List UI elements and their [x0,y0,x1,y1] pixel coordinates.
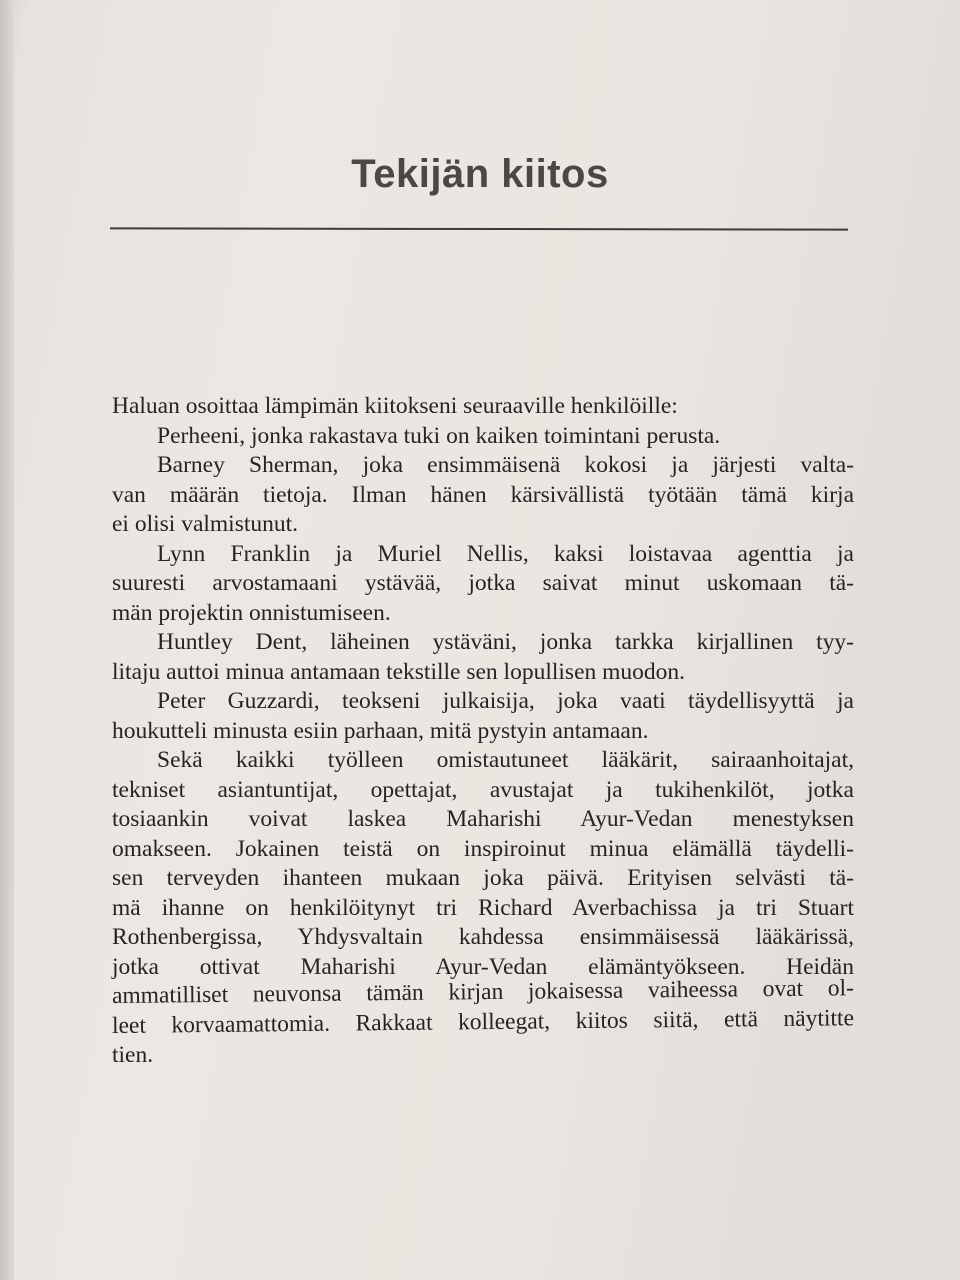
acknowledgements-text [112,392,854,1071]
text-line: Peter Guzzardi, teokseni julkaisija, joka vaati täydellisyyttä ja [157,688,854,714]
text-line: Haluan osoittaa lämpimän kiitokseni seuraaville henkilöille: [112,393,678,419]
text-line: mä ihanne on henkilöitynyt tri Richard Averbachissa ja tri Stuart [112,894,854,921]
text-line: Rothenbergissa, Yhdysvaltain kahdessa ensimmäisessä lääkärissä, [112,924,854,950]
title-rule [110,227,848,230]
text-line: tekniset asiantuntijat, opettajat, avustajat ja tukihenkilöt, jotka [112,776,854,803]
text-line: ammatilliset neuvonsa tämän kirjan jokaisessa vaiheessa ovat ol- [111,975,855,1009]
text-line: tosiaankin voivat laskea Maharishi Ayur-Vedan menestyksen [112,806,854,832]
text-line: sen terveyden ihanteen mukaan joka päivä. Erityisen selvästi tä- [112,865,854,891]
text-line: litaju auttoi minua antamaan tekstille sen lopullisen muodon. [112,658,686,685]
text-line: houkutteli minusta esiin parhaan, mitä pystyin antamaan. [112,717,649,744]
text-line: suuresti arvostamaani ystävää, jotka saivat minut uskomaan tä- [112,570,854,596]
text-line: jotka ottivat Maharishi Ayur-Vedan elämäntyökseen. Heidän [112,953,854,980]
text-line: Huntley Dent, läheinen ystäväni, jonka tarkka kirjallinen tyy- [157,629,854,655]
page-title: Tekijän kiitos [351,152,609,196]
text-line: Sekä kaikki työlleen omistautuneet lääkärit, sairaanhoitajat, [157,747,854,773]
text-line: Lynn Franklin ja Muriel Nellis, kaksi loistavaa agenttia ja [157,540,854,567]
text-line: ei olisi valmistunut. [112,511,299,537]
text-line: Perheeni, jonka rakastava tuki on kaiken toimintani perusta. [157,422,721,449]
text-line: Barney Sherman, joka ensimmäisenä kokosi ja järjesti valta- [157,452,854,478]
text-line: omakseen. Jokainen teistä on inspiroinut minua elämällä täydelli- [112,835,854,862]
text-line: män projektin onnistumiseen. [112,599,391,626]
text-line: tien. [112,1042,154,1068]
text-line: leet korvaamattomia. Rakkaat kolleegat, kiitos siitä, että näytitte [111,1004,855,1039]
text-line: van määrän tietoja. Ilman hänen kärsivällistä työtään tämä kirja [112,481,854,508]
